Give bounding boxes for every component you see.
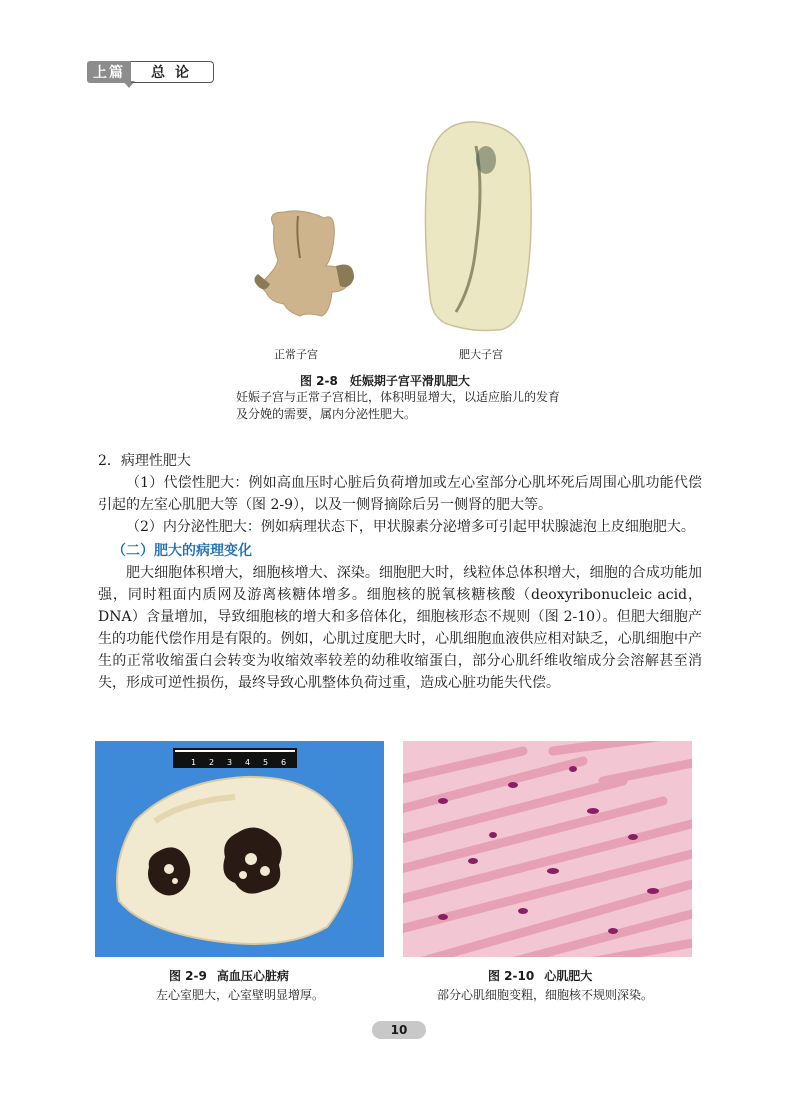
ruler-mark-5: 5 <box>263 758 269 767</box>
figure-2-8-caption <box>300 372 470 389</box>
paragraph-endocrine: （2）内分泌性肥大：例如病理状态下，甲状腺素分泌增多可引起甲状腺滤泡上皮细胞肥大。 <box>126 519 695 535</box>
chapter-header-badge <box>87 61 209 89</box>
chapter-label: 总论 <box>131 61 214 83</box>
label-hypertrophic-uterus: 肥大子宫 <box>459 348 503 361</box>
heading-pathological-hypertrophy: 2．病理性肥大 <box>98 453 191 469</box>
figure-2-9-description: 左心室肥大，心室壁明显增厚。 <box>156 988 325 1002</box>
ruler-mark-3: 3 <box>227 758 233 767</box>
paragraph-compensatory: （1）代偿性肥大：例如高血压时心脏后负荷增加或左心室部分心肌坏死后周围心肌功能代偿引起的左室心肌肥大等（图 2-9），以及一侧肾摘除后另一侧肾的肥大等。 <box>98 475 702 513</box>
figure-title: 高血压心脏病 <box>216 969 289 983</box>
figure-2-8-photo <box>236 116 552 380</box>
ruler-mark-4: 4 <box>245 758 251 767</box>
page-number: 10 <box>372 1021 426 1039</box>
figure-2-10-photo <box>403 741 692 957</box>
figure-2-9-caption <box>169 967 289 984</box>
section-title: （二）肥大的病理变化 <box>112 543 252 559</box>
myocardium-histology-illustration <box>403 741 692 957</box>
figure-2-8-description: 妊娠子宫与正常子宫相比，体积明显增大，以适应胎儿的发育及分娩的需要，属内分泌性肥大。 <box>236 390 561 421</box>
part-label: 上篇 <box>87 61 131 83</box>
ruler-mark-2: 2 <box>209 758 215 767</box>
ruler-mark-1: 1 <box>191 758 197 767</box>
paragraph-pathological-changes: 肥大细胞体积增大，细胞核增大、深染。细胞肥大时，线粒体总体积增大，细胞的合成功能加强，同时粗面内质网及游离核糖体增多。细胞核的脱氧核糖核酸（deoxyribonucleic acid，DNA）含量增加，导致细胞核的增大和多倍体化，细胞核形态不规则（图 2-10）。但肥大细胞产生的功能代偿作用是有限的。例如，心肌过度肥大时，心肌细胞血液供应相对缺乏，心肌细胞中产生的正常收缩蛋白会转变为收缩效率较差的幼稚收缩蛋白，部分心肌纤维收缩成分会溶解甚至消失，形成可逆性损伤，最终导致心肌整体负荷过重，造成心脏功能失代偿。 <box>98 565 702 691</box>
ruler-mark-6: 6 <box>281 758 287 767</box>
figure-title: 妊娠期子宫平滑肌肥大 <box>349 374 470 388</box>
figure-2-10-description: 部分心肌细胞变粗，细胞核不规则深染。 <box>437 988 654 1002</box>
figure-number: 图 2-10 <box>488 969 535 983</box>
figure-2-10-caption <box>488 967 592 984</box>
uterus-specimens-illustration <box>236 116 552 380</box>
figure-2-9-photo <box>95 741 384 957</box>
figure-number: 图 2-8 <box>300 374 338 388</box>
heart-cross-section-illustration <box>95 741 384 957</box>
figure-number: 图 2-9 <box>169 969 207 983</box>
figure-title: 心肌肥大 <box>544 969 593 983</box>
label-normal-uterus: 正常子宫 <box>274 348 318 361</box>
